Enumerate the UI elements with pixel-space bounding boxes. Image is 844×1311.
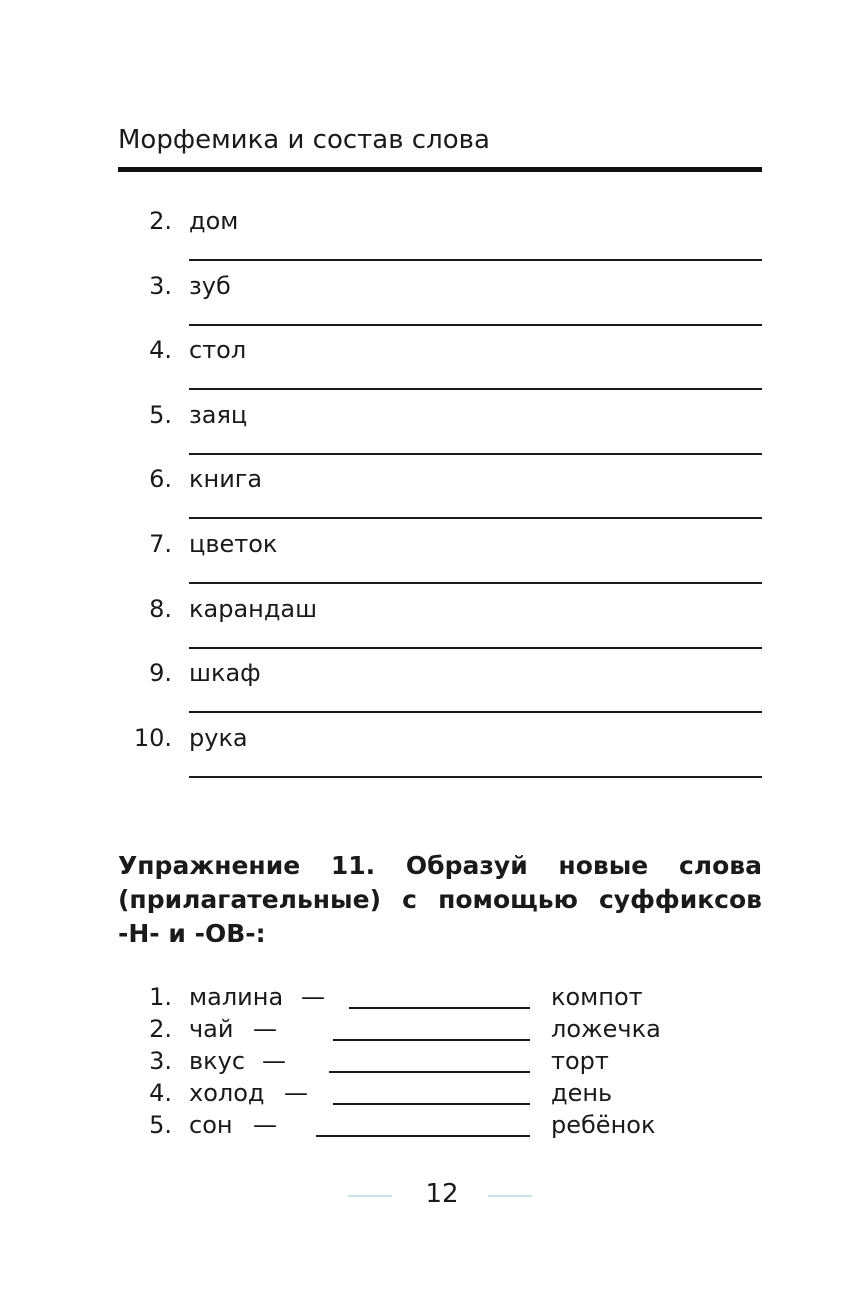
noun-word: торт [551,1047,609,1075]
exercise-item [0,1078,844,1108]
word-number: 2. [149,207,172,235]
word-number: 8. [149,595,172,623]
exercise-item [0,1110,844,1140]
word-list-item [0,206,844,236]
source-word: сон [189,1111,233,1139]
footer-decor-line-right [488,1195,532,1197]
word-text: карандаш [189,595,318,623]
word-number: 10. [133,724,172,752]
source-word: малина [189,983,284,1011]
dash: — [301,983,325,1011]
answer-line[interactable] [189,324,762,326]
exercise-item [0,982,844,1012]
page-number: 12 [425,1179,459,1209]
source-word: холод [189,1079,265,1107]
exercise-item [0,1046,844,1076]
word-text: зуб [189,272,231,300]
answer-line[interactable] [189,776,762,778]
dash: — [262,1047,286,1075]
word-list-item [0,723,844,753]
word-number: 9. [149,659,172,687]
exercise-number: 1. [149,983,172,1011]
exercise-instruction: Упражнение 11. Образуй новые слова (прилагательные) с помощью суффиксов -Н- и -ОВ-: [118,851,762,948]
exercise-number: 3. [149,1047,172,1075]
answer-line[interactable] [189,582,762,584]
source-word: чай [189,1015,234,1043]
word-text: дом [189,207,239,235]
adjective-blank[interactable] [329,1071,530,1073]
dash: — [284,1079,308,1107]
word-number: 7. [149,530,172,558]
word-text: рука [189,724,248,752]
answer-line[interactable] [189,517,762,519]
word-list-item [0,464,844,494]
word-text: цветок [189,530,278,558]
noun-word: компот [551,983,643,1011]
noun-word: ложечка [551,1015,661,1043]
answer-line[interactable] [189,711,762,713]
adjective-blank[interactable] [316,1135,530,1137]
noun-word: ребёнок [551,1111,656,1139]
word-list-item [0,400,844,430]
word-list-item [0,658,844,688]
source-word: вкус [189,1047,246,1075]
exercise-number: 5. [149,1111,172,1139]
answer-line[interactable] [189,647,762,649]
word-number: 3. [149,272,172,300]
word-list-item [0,271,844,301]
dash: — [253,1111,277,1139]
footer-decor-line-left [348,1195,392,1197]
word-number: 4. [149,336,172,364]
header-title: Морфемика и состав слова [118,125,490,155]
header-rule [118,167,762,172]
noun-word: день [551,1079,613,1107]
word-text: шкаф [189,659,261,687]
adjective-blank[interactable] [333,1039,530,1041]
word-number: 5. [149,401,172,429]
word-number: 6. [149,465,172,493]
word-text: заяц [189,401,248,429]
answer-line[interactable] [189,259,762,261]
word-list-item [0,529,844,559]
word-list-item [0,335,844,365]
answer-line[interactable] [189,453,762,455]
exercise-item [0,1014,844,1044]
exercise-number: 2. [149,1015,172,1043]
answer-line[interactable] [189,388,762,390]
adjective-blank[interactable] [333,1103,530,1105]
word-list-item [0,594,844,624]
exercise-number: 4. [149,1079,172,1107]
adjective-blank[interactable] [349,1007,530,1009]
dash: — [253,1015,277,1043]
word-text: книга [189,465,263,493]
word-text: стол [189,336,247,364]
